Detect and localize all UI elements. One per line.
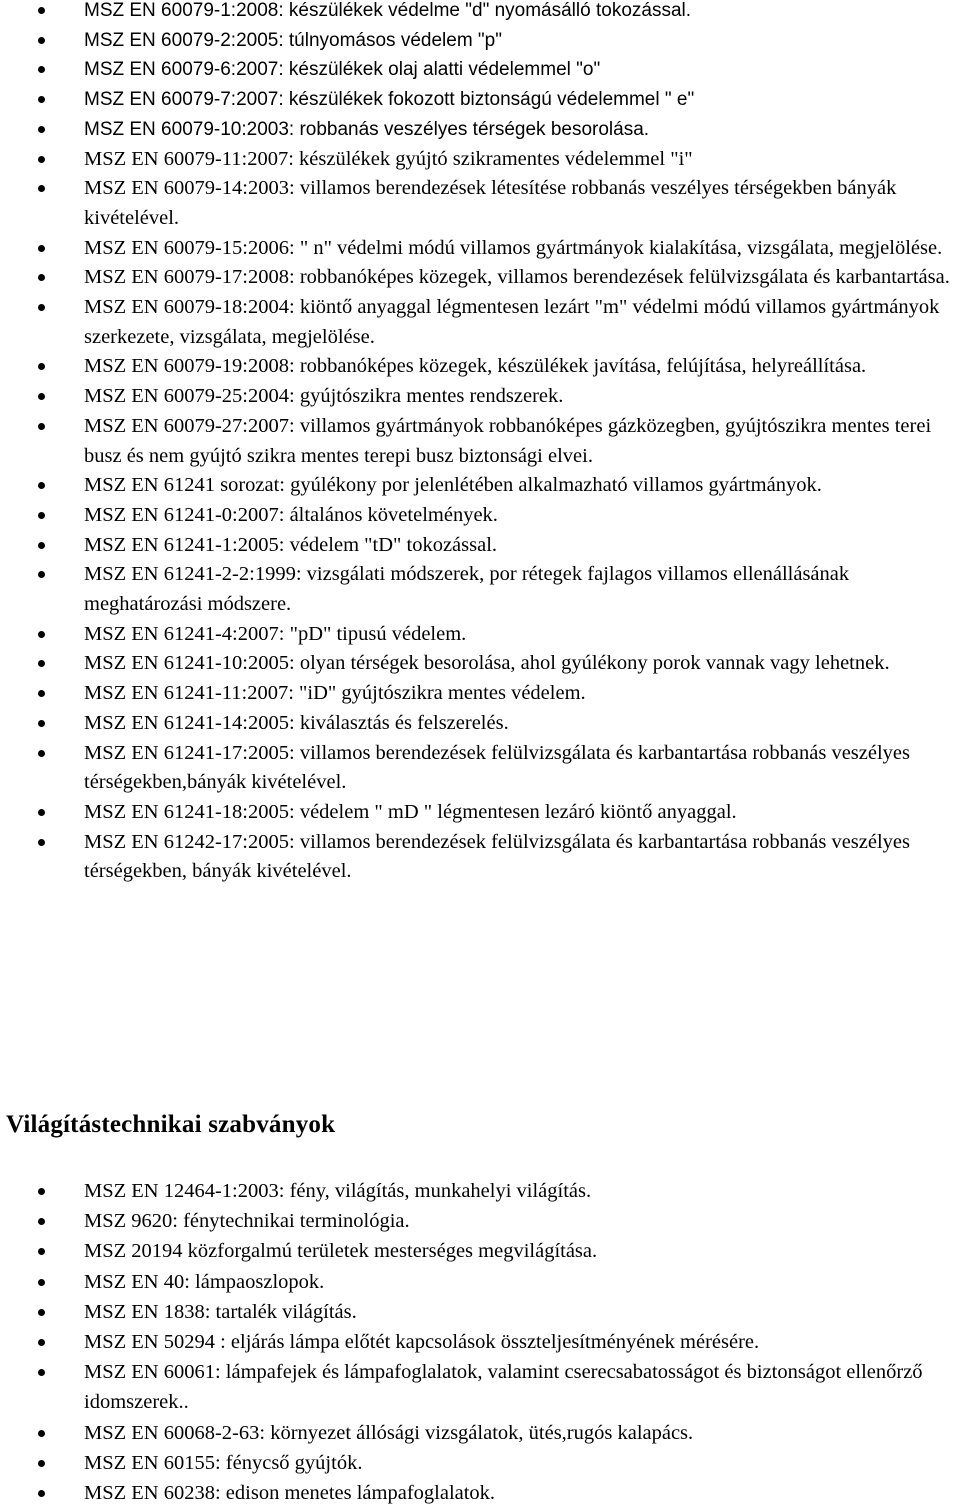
list-item xyxy=(0,352,960,382)
list-item xyxy=(0,85,960,115)
bullet-icon xyxy=(38,1188,45,1195)
bullet-icon xyxy=(38,66,45,73)
list-item-text: MSZ EN 61241-11:2007: "iD" gyújtószikra mentes védelem. xyxy=(84,682,586,705)
bullet-icon xyxy=(38,126,45,133)
list-item-text: MSZ 20194 közforgalmú területek mesterséges megvilágítása. xyxy=(84,1240,598,1263)
list-item xyxy=(0,649,960,679)
bullet-icon xyxy=(38,750,45,757)
bullet-icon xyxy=(38,512,45,519)
list-item xyxy=(0,26,960,56)
bullet-icon xyxy=(38,542,45,549)
list-item-text: MSZ EN 60079-14:2003: villamos berendezések létesítése robbanás veszélyes térségekben bányák kivételével. xyxy=(84,177,897,229)
list-item-text: MSZ EN 61241-10:2005: olyan térségek besorolása, ahol gyúlékony porok vannak vagy lehetnek. xyxy=(84,652,890,675)
list-item-text: MSZ 9620: fénytechnikai terminológia. xyxy=(84,1210,410,1233)
list-item-text: MSZ EN 61241-4:2007: "pD" tipusú védelem. xyxy=(84,622,467,645)
list-item xyxy=(0,55,960,85)
list-item-text: MSZ EN 61241-17:2005: villamos berendezések felülvizsgálata és karbantartása robbanás veszélyes térségekben,bányák kivételével. xyxy=(84,741,910,794)
bullet-icon xyxy=(38,274,45,281)
list-item xyxy=(0,1448,960,1478)
list-item-text: MSZ EN 60079-25:2004: gyújtószikra mentes rendszerek. xyxy=(84,385,564,408)
bullet-icon xyxy=(38,1339,45,1346)
list-item-text: MSZ EN 60079-6:2007: készülékek olaj alatti védelemmel "o" xyxy=(84,59,601,81)
list-item xyxy=(0,1267,960,1297)
list-item-text: MSZ EN 61241-14:2005: kiválasztás és felszerelés. xyxy=(84,711,509,734)
bullet-icon xyxy=(38,185,45,192)
bullet-icon xyxy=(38,1309,45,1316)
list-item-text: MSZ EN 60068-2-63: környezet állósági vizsgálatok, ütés,rugós kalapács. xyxy=(84,1421,694,1444)
bullet-icon xyxy=(38,1248,45,1255)
bullet-icon xyxy=(38,660,45,667)
list-item-text: MSZ EN 60061: lámpafejek és lámpafoglalatok, valamint cserecsabatosságot és biztonságot ellenőrző idomszerek.. xyxy=(84,1361,923,1414)
section-heading: Világítástechnikai szabványok xyxy=(6,1111,336,1138)
list-item xyxy=(0,471,960,501)
bullet-icon xyxy=(38,1460,45,1467)
list-item-text: MSZ EN 60079-10:2003: robbanás veszélyes térségek besorolása. xyxy=(84,118,650,140)
list-item-text: MSZ EN 12464-1:2003: fény, világítás, munkahelyi világítás. xyxy=(84,1180,592,1202)
bullet-icon xyxy=(38,245,45,252)
list-item-text: MSZ EN 61241-18:2005: védelem " mD " légmentesen lezáró kiöntő anyaggal. xyxy=(84,800,737,823)
list-item xyxy=(0,531,960,561)
list-item xyxy=(0,1418,960,1448)
list-item xyxy=(0,115,960,145)
list-item-text: MSZ EN 60238: edison menetes lámpafoglalatok. xyxy=(84,1482,496,1505)
list-item-text: MSZ EN 60079-27:2007: villamos gyártmányok robbanóképes gázközegben, gyújtószikra mentes terei busz és nem gyújtó szikra mentes terepi busz biztonsági elvei. xyxy=(84,414,932,467)
list-item xyxy=(0,798,960,828)
list-item xyxy=(0,145,960,175)
list-item-text: MSZ EN 40: lámpaoszlopok. xyxy=(84,1270,325,1293)
list-item xyxy=(0,739,960,798)
bullet-icon xyxy=(38,1369,45,1376)
list-item xyxy=(0,293,960,352)
list-item-text: MSZ EN 61241-2-2:1999: vizsgálati módszerek, por rétegek fajlagos villamos ellenállásának meghatározási módszere. xyxy=(84,563,850,616)
list-item-text: MSZ EN 60079-18:2004: kiöntő anyaggal légmentesen lezárt "m" védelmi módú villamos gyártmányok szerkezete, vizsgálata, megjelölése. xyxy=(84,296,940,348)
list-item-text: MSZ EN 61241-1:2005: védelem "tD" tokozással. xyxy=(84,533,498,556)
list-item xyxy=(0,263,960,293)
bullet-icon xyxy=(38,482,45,489)
list-item xyxy=(0,382,960,412)
bullet-icon xyxy=(38,96,45,103)
list-item xyxy=(0,501,960,531)
bullet-icon xyxy=(38,1218,45,1225)
list-item xyxy=(0,709,960,739)
list-item-text: MSZ EN 60079-19:2008: robbanóképes közegek, készülékek javítása, felújítása, helyreállítása. xyxy=(84,355,867,378)
bullet-icon xyxy=(38,809,45,816)
list-item xyxy=(0,560,960,619)
list-item-text: MSZ EN 1838: tartalék világítás. xyxy=(84,1300,357,1323)
list-item xyxy=(0,1176,960,1206)
list-item-text: MSZ EN 60079-1:2008: készülékek védelme "d" nyomásálló tokozással. xyxy=(84,0,692,21)
bullet-icon xyxy=(38,393,45,400)
list-item-text: MSZ EN 60079-15:2006: " n" védelmi módú villamos gyártmányok kialakítása, vizsgálata, megjelölése. xyxy=(84,236,943,259)
list-item xyxy=(0,412,960,471)
bullet-icon xyxy=(38,839,45,846)
list-item xyxy=(0,1236,960,1266)
list-item xyxy=(0,0,960,26)
bullet-icon xyxy=(38,631,45,638)
bullet-icon xyxy=(38,37,45,44)
list-item xyxy=(0,679,960,709)
bullet-icon xyxy=(38,571,45,578)
bullet-icon xyxy=(38,423,45,430)
bullet-icon xyxy=(38,690,45,697)
lighting-standards-list xyxy=(0,1176,960,1508)
bullet-icon xyxy=(38,7,45,14)
bullet-icon xyxy=(38,1430,45,1437)
list-item-text: MSZ EN 60155: fénycső gyújtók. xyxy=(84,1451,363,1474)
list-item xyxy=(0,620,960,650)
list-item-text: MSZ EN 61241-0:2007: általános követelmények. xyxy=(84,503,498,526)
list-item-text: MSZ EN 61242-17:2005: villamos berendezések felülvizsgálata és karbantartása robbanás veszélyes térségekben, bányák kivételével. xyxy=(84,830,910,883)
list-item xyxy=(0,1478,960,1508)
bullet-icon xyxy=(38,363,45,370)
list-item xyxy=(0,1297,960,1327)
list-item-text: MSZ EN 60079-11:2007: készülékek gyújtó szikramentes védelemmel "i" xyxy=(84,147,693,170)
list-item-text: MSZ EN 60079-2:2005: túlnyomásos védelem "p" xyxy=(84,29,502,51)
list-item-text: MSZ EN 60079-7:2007: készülékek fokozott biztonságú védelemmel " e" xyxy=(84,89,695,111)
list-item-text: MSZ EN 50294 : eljárás lámpa előtét kapcsolások összteljesítményének mérésére. xyxy=(84,1331,760,1354)
list-item xyxy=(0,234,960,264)
list-item xyxy=(0,1327,960,1357)
bullet-icon xyxy=(38,156,45,163)
bullet-icon xyxy=(38,1490,45,1497)
bullet-icon xyxy=(38,304,45,311)
list-item xyxy=(0,1357,960,1417)
list-item-text: MSZ EN 61241 sorozat: gyúlékony por jelenlétében alkalmazható villamos gyártmányok. xyxy=(84,474,822,497)
bullet-icon xyxy=(38,1279,45,1286)
list-item xyxy=(0,828,960,887)
bullet-icon xyxy=(38,720,45,727)
list-item-text: MSZ EN 60079-17:2008: robbanóképes közegek, villamos berendezések felülvizsgálata és karbantartása. xyxy=(84,266,950,289)
list-item xyxy=(0,174,960,233)
list-item xyxy=(0,1206,960,1236)
